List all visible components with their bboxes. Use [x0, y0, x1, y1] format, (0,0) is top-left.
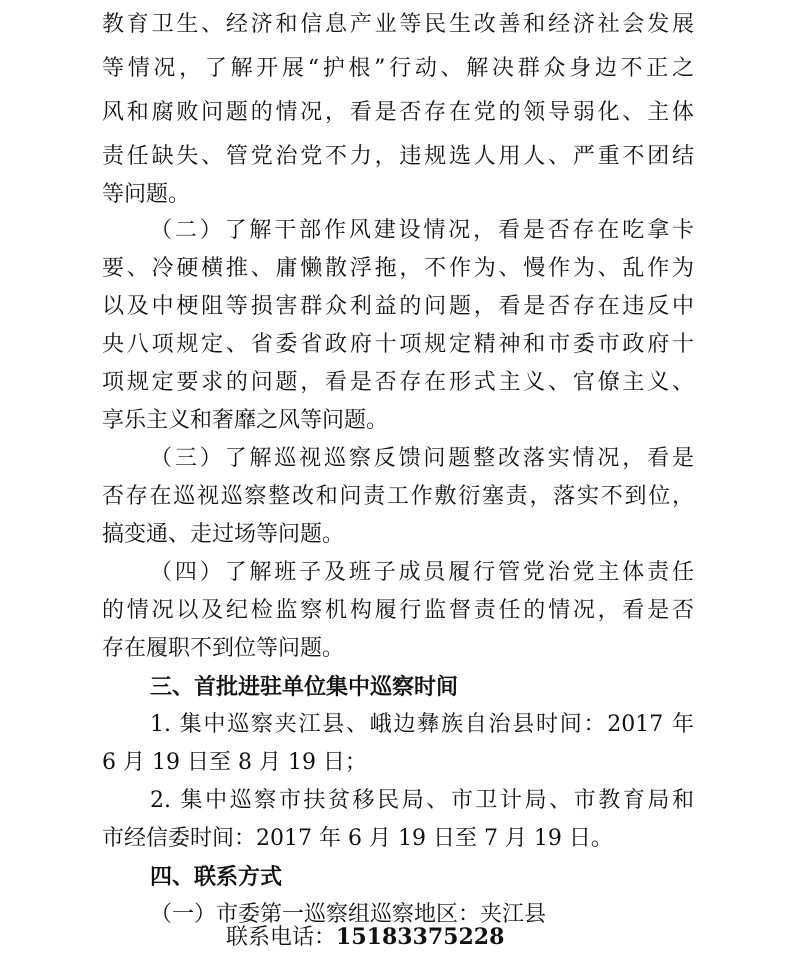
paragraph-start: （二）了解干部作风建设情况，看是否存在吃拿卡 — [150, 218, 694, 243]
text-line: 责任缺失、管党治党不力，违规选人用人、严重不团结 — [102, 144, 694, 169]
contact-group-1: （一）市委第一巡察组巡察地区：夹江县 — [150, 902, 547, 927]
contact-phone-line — [226, 922, 626, 952]
text-line: 以及中梗阻等损害群众利益的问题，看是否存在违反中 — [102, 294, 694, 319]
text-line: 享乐主义和奢靡之风等问题。 — [102, 408, 389, 433]
paragraph-start: （四）了解班子及班子成员履行管党治党主体责任 — [150, 560, 694, 585]
text-line: 搞变通、走过场等问题。 — [102, 522, 345, 547]
contact-phone: 15183375228 — [336, 924, 505, 950]
text-line: 等问题。 — [102, 182, 191, 207]
numbered-item-2-cont: 市经信委时间：2017 年 6 月 19 日至 7 月 19 日。 — [102, 826, 613, 851]
text-line: 央八项规定、省委省政府十项规定精神和市委市政府十 — [102, 332, 694, 357]
text-line: 要、冷硬横推、庸懒散浮拖，不作为、慢作为、乱作为 — [102, 256, 694, 281]
text-line: 项规定要求的问题，看是否存在形式主义、官僚主义、 — [102, 370, 694, 395]
contact-label: 联系电话： — [226, 925, 337, 950]
numbered-item-1: 1. 集中巡察夹江县、峨边彝族自治县时间：2017 年 — [150, 712, 694, 737]
numbered-item-1-cont: 6 月 19 日至 8 月 19 日； — [102, 750, 367, 775]
paragraph-start: （三）了解巡视巡察反馈问题整改落实情况，看是 — [150, 446, 694, 471]
section-heading-4: 四、联系方式 — [150, 864, 283, 890]
text-line: 存在履职不到位等问题。 — [102, 636, 345, 661]
numbered-item-2: 2. 集中巡察市扶贫移民局、市卫计局、市教育局和 — [150, 788, 694, 813]
text-line: 等情况，了解开展“护根”行动、解决群众身边不正之 — [102, 56, 694, 81]
text-line: 风和腐败问题的情况，看是否存在党的领导弱化、主体 — [102, 100, 694, 125]
text-line: 否存在巡视巡察整改和问责工作敷衍塞责，落实不到位， — [102, 484, 694, 509]
text-line: 教育卫生、经济和信息产业等民生改善和经济社会发展 — [102, 12, 694, 37]
text-line: 的情况以及纪检监察机构履行监督责任的情况，看是否 — [102, 598, 694, 623]
section-heading-3: 三、首批进驻单位集中巡察时间 — [150, 674, 459, 700]
